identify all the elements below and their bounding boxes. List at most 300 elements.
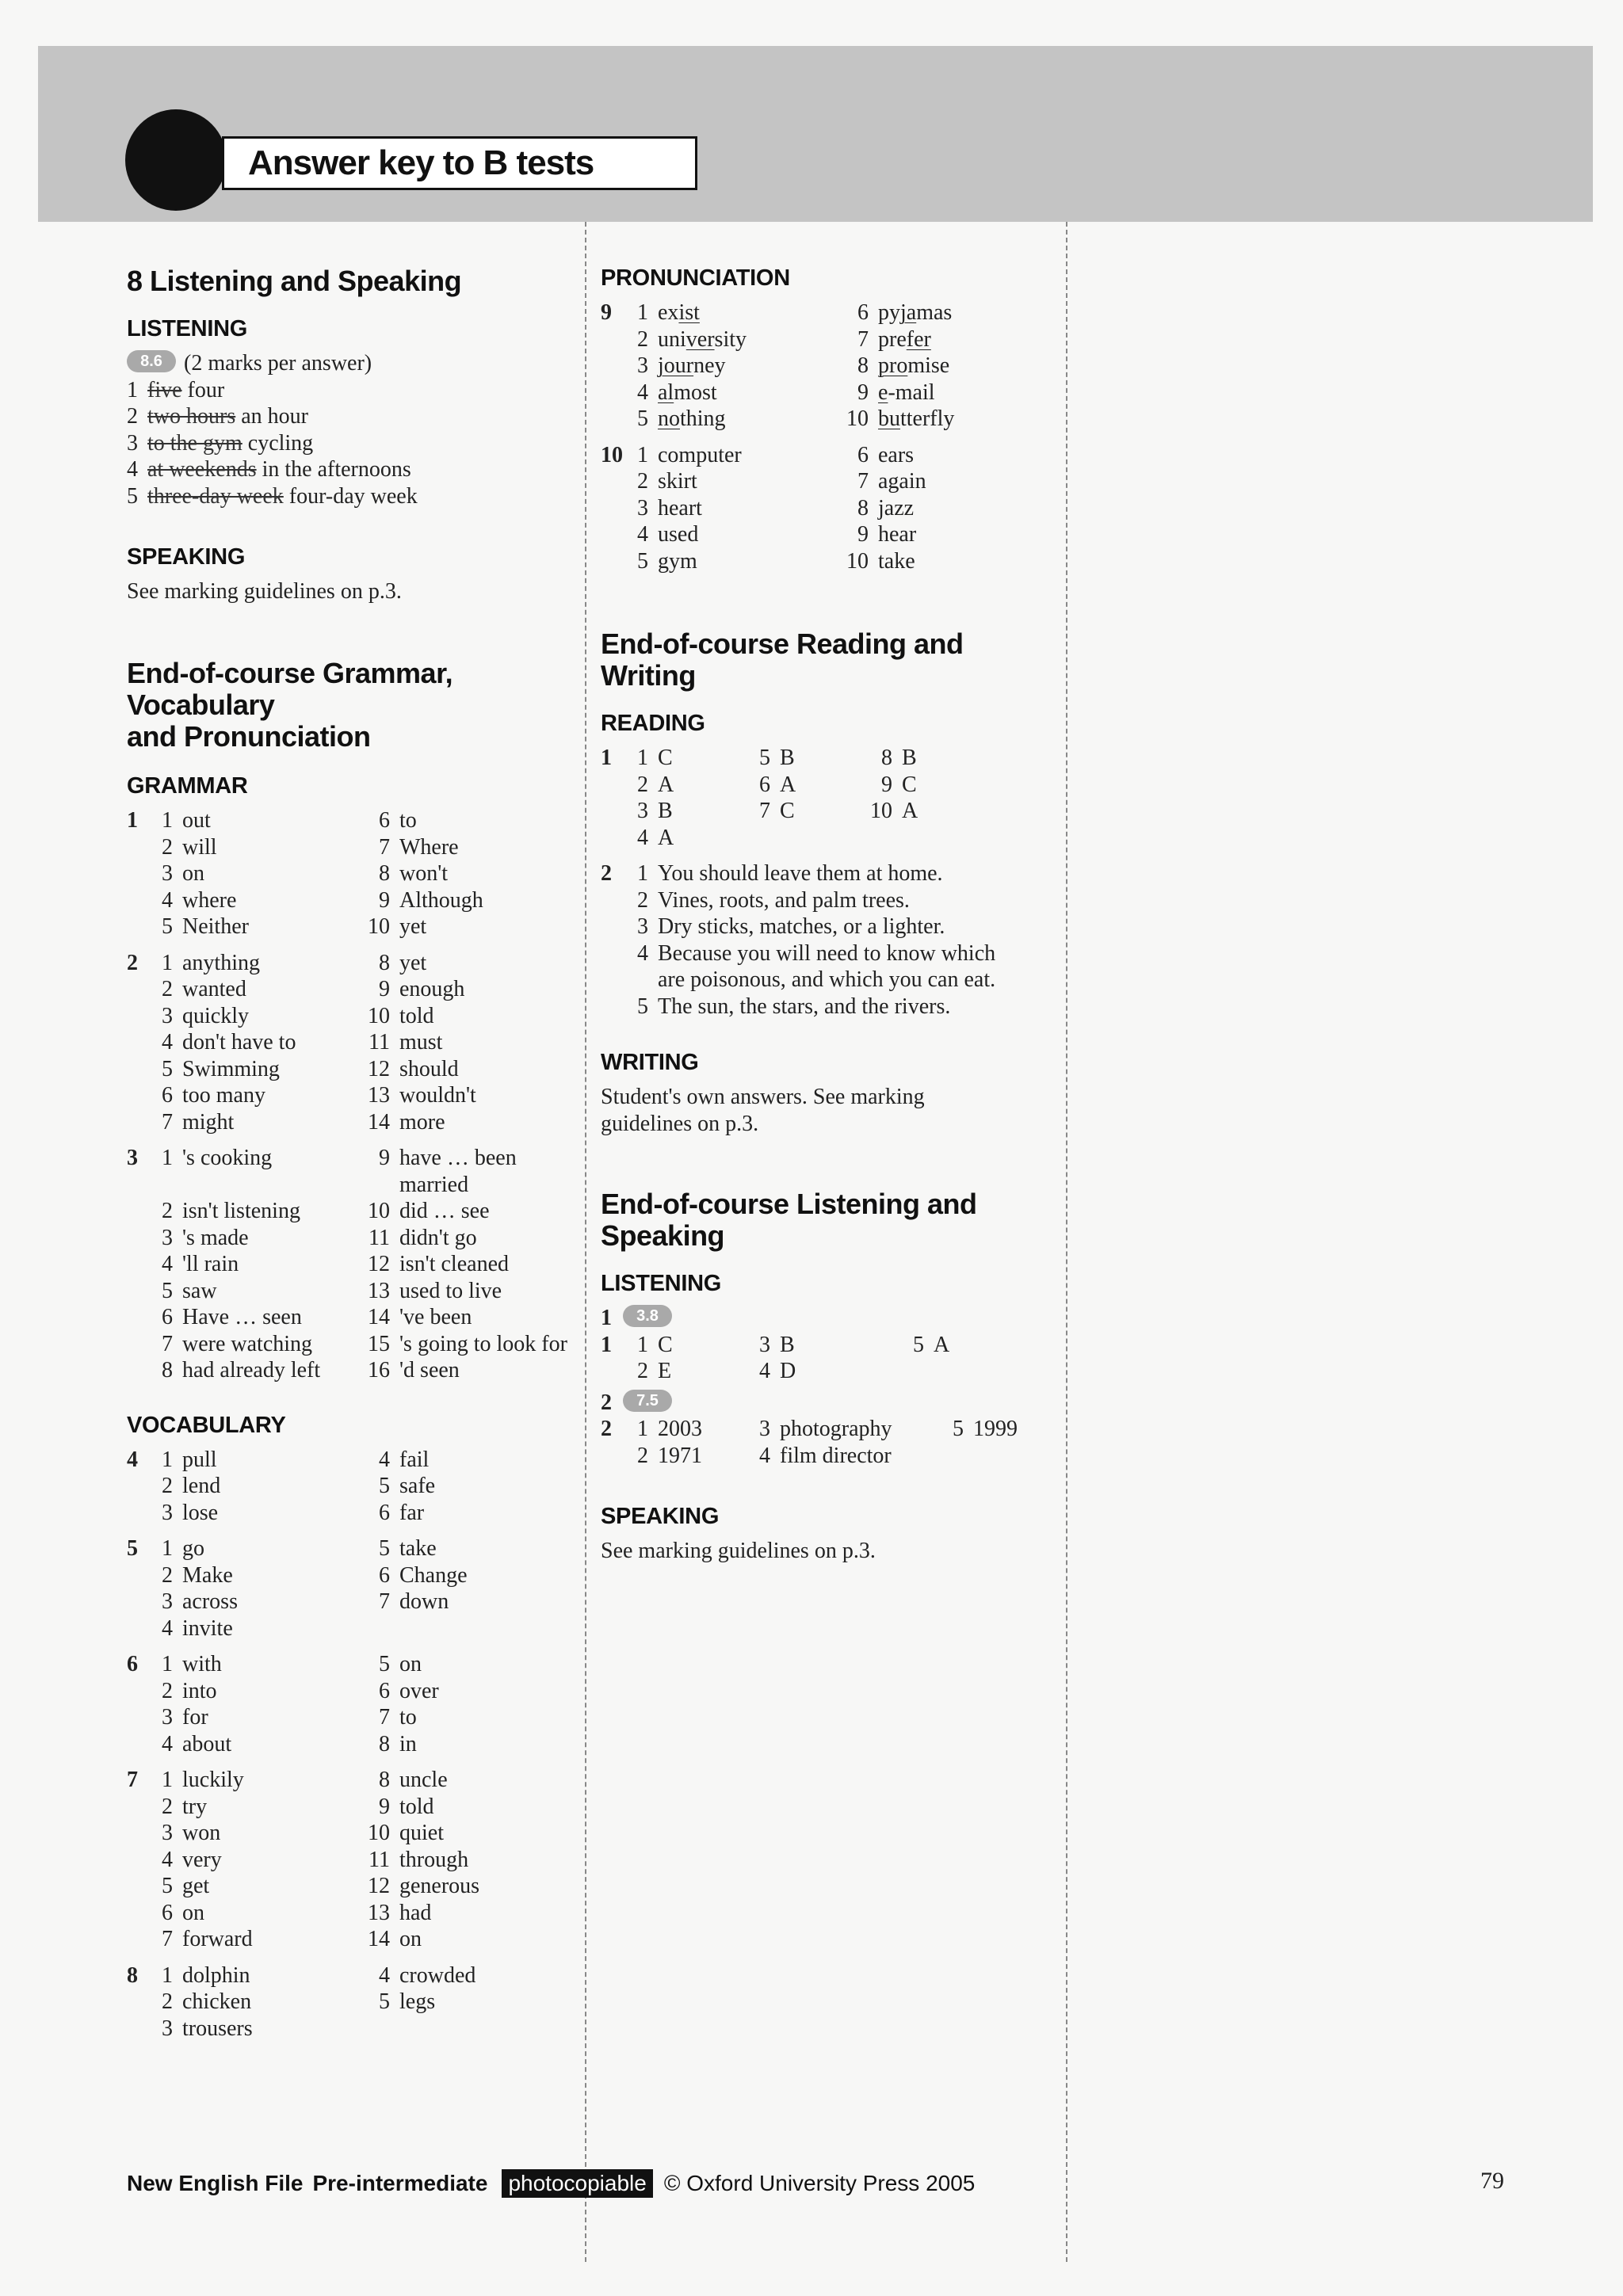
exercise-number — [601, 887, 624, 914]
exercise-number — [127, 1615, 149, 1642]
answer-text: safe — [399, 1474, 436, 1498]
answer-text — [182, 1172, 357, 1199]
item-number: 5 — [379, 1989, 390, 2014]
answer-row — [127, 950, 571, 977]
answer-row — [127, 1198, 571, 1225]
answer-text: take — [878, 548, 915, 574]
eoc-listening-heading: LISTENING — [601, 1271, 721, 1296]
item-number: 4 — [162, 1847, 173, 1872]
answer-text: far — [399, 1500, 425, 1525]
item-number: 1 — [637, 1332, 648, 1357]
item-number: 3 — [127, 430, 138, 456]
answer-row — [127, 1304, 571, 1331]
answer-text: in the afternoons — [262, 457, 411, 482]
answer-row — [601, 798, 1044, 825]
item-number: 4 — [759, 1359, 770, 1383]
writing-text-1: Student's own answers. See marking — [601, 1085, 925, 1109]
answer-row — [127, 1500, 571, 1527]
exercise-number — [601, 1358, 624, 1385]
reading-ex1 — [601, 745, 1044, 851]
item-number: 5 — [127, 483, 138, 509]
section-title-eoc-gvp-2: and Pronunciation — [127, 720, 371, 753]
item-number: 1 — [127, 377, 138, 402]
answer-text: 2003 — [658, 1417, 702, 1441]
answer-text: B — [780, 1332, 795, 1357]
answer-row — [601, 1332, 1044, 1359]
item-number: 1 — [162, 1652, 173, 1676]
answer-text: C — [658, 1332, 673, 1357]
item-number: 12 — [368, 1252, 390, 1276]
item-number: 8 — [857, 353, 869, 378]
answer-row — [127, 1109, 571, 1136]
item-number: 6 — [857, 442, 869, 467]
stressed-syllable: ver — [685, 326, 715, 352]
item-number: 1 — [162, 1146, 173, 1170]
stressed-syllable: ja — [900, 300, 917, 325]
answer-row — [601, 940, 1044, 967]
answer-text: were watching — [182, 1331, 313, 1356]
writing-heading: WRITING — [601, 1050, 699, 1075]
answer-text: A — [780, 772, 796, 797]
exercise-number: 7 — [127, 1768, 138, 1792]
item-number — [149, 1172, 182, 1199]
exercise-number — [127, 1820, 149, 1847]
answer-row — [601, 1358, 1044, 1385]
answer-text: B — [780, 746, 795, 770]
exercise-number — [127, 887, 149, 914]
answer-row — [601, 326, 1044, 353]
answer-text: B — [902, 746, 917, 770]
answer-row — [127, 1615, 571, 1642]
item-number: 2 — [162, 1562, 173, 1588]
answer-row — [127, 1962, 571, 1989]
stress-word — [658, 353, 835, 379]
footer-book: New English File — [127, 2171, 304, 2195]
answer-text: told — [399, 1003, 434, 1028]
spacer — [127, 1135, 571, 1145]
stress-word — [878, 299, 952, 326]
answer-text: 's cooking — [182, 1146, 273, 1170]
answer-text: D — [780, 1359, 796, 1383]
answer-text: cycling — [247, 430, 314, 456]
spacer — [127, 1953, 571, 1962]
answer-text: had — [399, 1900, 432, 1925]
item-number: 16 — [368, 1358, 390, 1383]
stress-word — [658, 299, 835, 326]
item-number: 11 — [369, 1847, 390, 1872]
word-part: tterfly — [900, 406, 955, 431]
item-number: 5 — [379, 1652, 390, 1676]
spacer — [127, 940, 571, 950]
speaking-heading: SPEAKING — [127, 544, 246, 570]
item-number: 1 — [637, 442, 648, 467]
item-number: 6 — [379, 1562, 390, 1588]
answer-row — [601, 299, 1044, 326]
item-number: 3 — [162, 1705, 173, 1730]
answer-text: heart — [658, 495, 702, 521]
answer-text: on — [399, 1927, 422, 1951]
answer-text: hear — [878, 522, 917, 547]
answer-row — [127, 1678, 571, 1705]
spacer — [127, 1757, 571, 1767]
answer-text: A — [902, 799, 918, 823]
section-title-unit8: 8 Listening and Speaking — [127, 265, 462, 297]
item-number — [737, 825, 780, 852]
answer-text: Change — [399, 1562, 468, 1588]
item-number: 8 — [379, 861, 390, 886]
answer-text: about — [182, 1731, 232, 1756]
item-number: 2 — [127, 404, 138, 429]
answer-text: isn't listening — [182, 1199, 300, 1223]
item-number: 9 — [881, 772, 892, 797]
item-number — [357, 1615, 399, 1642]
exercise-number — [601, 379, 624, 406]
answer-text: ears — [878, 442, 915, 467]
word-part: thing — [680, 406, 726, 431]
struck-text: to the gym — [147, 430, 242, 456]
exercise-number — [601, 994, 624, 1020]
item-number: 2 — [162, 1199, 173, 1223]
exercise-number — [127, 1278, 149, 1305]
reading-ex2 — [601, 860, 1044, 1020]
vocabulary-heading: VOCABULARY — [127, 1412, 286, 1438]
eoc-listening-ex2-label: 2 7.5 — [601, 1390, 1044, 1417]
item-number: 9 — [857, 379, 869, 405]
exercise-number — [127, 1731, 149, 1758]
item-number: 14 — [368, 1305, 390, 1329]
item-number — [859, 825, 902, 852]
item-number: 2 — [637, 887, 648, 913]
answer-text: used — [658, 522, 699, 547]
answer-text: married — [399, 1172, 469, 1197]
answer-text: over — [399, 1678, 439, 1703]
listening-track-row — [127, 350, 571, 377]
stressed-syllable: pro — [878, 353, 908, 378]
exercise-number — [127, 1082, 149, 1109]
exercise-number — [601, 1443, 624, 1470]
exercise-number — [127, 1198, 149, 1225]
item-number: 4 — [162, 1030, 173, 1055]
answer-row — [127, 1082, 571, 1109]
answer-text: 's going to look for — [399, 1331, 567, 1356]
listening-heading: LISTENING — [127, 316, 247, 341]
answer-row — [127, 913, 571, 940]
writing-text-2: guidelines on p.3. — [601, 1112, 759, 1136]
exercise-number — [127, 976, 149, 1003]
section-title-eoc-rw: End-of-course Reading and Writing — [601, 627, 964, 692]
answer-text: Have … seen — [182, 1305, 302, 1329]
answer-row — [127, 1029, 571, 1056]
item-number: 3 — [759, 1417, 770, 1441]
stressed-syllable: ist — [678, 300, 700, 325]
answer-text: take — [399, 1536, 437, 1561]
photocopiable-label: photocopiable — [502, 2169, 652, 2198]
exercise-number — [127, 913, 149, 940]
answer-text: too many — [182, 1083, 265, 1108]
item-number: 4 — [637, 940, 648, 966]
answer-text: Dry sticks, matches, or a lighter. — [658, 914, 945, 939]
answer-text: won — [182, 1821, 221, 1845]
answer-text: Vines, roots, and palm trees. — [658, 887, 910, 913]
answer-text: computer — [658, 442, 742, 467]
eoc-listening-ex1-label: 1 3.8 — [601, 1305, 1044, 1332]
answer-row — [127, 1357, 571, 1384]
answer-text — [780, 825, 859, 852]
item-number: 3 — [162, 2016, 173, 2041]
item-number: 4 — [637, 825, 648, 850]
exercise-number: 10 — [601, 442, 623, 467]
answer-text — [973, 1443, 1037, 1470]
answer-text: in — [399, 1731, 417, 1756]
item-number: 10 — [870, 799, 892, 823]
item-number: 1 — [162, 1447, 173, 1472]
answer-text: through — [399, 1847, 469, 1872]
item-number: 12 — [368, 1056, 390, 1081]
answer-row — [601, 442, 1044, 469]
answer-text: enough — [399, 977, 465, 1001]
answer-text: lend — [182, 1474, 221, 1498]
exercise-number — [127, 1225, 149, 1252]
struck-text: three-day week — [147, 483, 284, 509]
answer-text: to — [399, 808, 417, 833]
grammar-heading: GRAMMAR — [127, 773, 248, 799]
answer-text: must — [399, 1030, 443, 1055]
answer-text: You should leave them at home. — [658, 861, 943, 886]
answer-text: with — [182, 1652, 222, 1676]
answer-text: skirt — [658, 469, 697, 494]
answer-text: anything — [182, 950, 260, 975]
footer — [127, 2169, 975, 2198]
answer-text: try — [182, 1794, 208, 1819]
stressed-syllable: e — [878, 379, 888, 405]
answer-text: an hour — [241, 404, 308, 429]
item-number: 4 — [127, 457, 138, 482]
answer-row — [127, 1251, 571, 1278]
item-number: 5 — [162, 1874, 173, 1898]
word-part: sity — [714, 326, 747, 352]
answer-row — [127, 1225, 571, 1252]
answer-row — [601, 825, 1044, 852]
item-number: 3 — [637, 799, 648, 823]
answer-text: don't have to — [182, 1030, 296, 1055]
answer-text: on — [399, 1652, 422, 1676]
answer-text: saw — [182, 1278, 217, 1303]
exercise-number — [601, 495, 624, 522]
answer-text: gym — [658, 548, 697, 574]
word-part: py — [878, 300, 900, 325]
answer-text: film director — [780, 1443, 892, 1468]
item-number: 4 — [379, 1962, 390, 1988]
item-number: 8 — [379, 1768, 390, 1792]
answer-text: luckily — [182, 1768, 244, 1792]
exercise-number — [127, 1562, 149, 1589]
answer-row — [601, 468, 1044, 495]
left-column — [127, 265, 571, 2042]
item-number: 3 — [637, 914, 648, 939]
answer-row — [601, 887, 1044, 914]
footer-level: Pre-intermediate — [312, 2171, 488, 2195]
item-number: 5 — [162, 914, 173, 939]
answer-row — [127, 834, 571, 861]
item-number: 2 — [637, 1359, 648, 1383]
answer-text: should — [399, 1056, 459, 1081]
item-number — [357, 1172, 399, 1199]
answer-text: C — [658, 746, 673, 770]
answer-row — [601, 994, 1044, 1020]
item-number: 5 — [162, 1278, 173, 1303]
item-number: 3 — [162, 1500, 173, 1525]
answer-row — [601, 913, 1044, 940]
item-number — [930, 1443, 973, 1470]
answer-text: isn't cleaned — [399, 1252, 509, 1276]
item-number: 4 — [637, 379, 648, 405]
answer-row — [127, 1535, 571, 1562]
item-number: 3 — [162, 1225, 173, 1250]
answer-row — [127, 1704, 571, 1731]
answer-text: wanted — [182, 977, 246, 1001]
item-number: 8 — [379, 1731, 390, 1756]
stress-word — [878, 406, 954, 433]
answer-text: photography — [780, 1417, 892, 1441]
answer-row — [601, 353, 1044, 379]
item-number: 4 — [379, 1447, 390, 1472]
exercise-number — [127, 2016, 149, 2042]
exercise-number — [601, 798, 624, 825]
answer-text: Although — [399, 887, 483, 913]
answer-text: generous — [399, 1874, 480, 1898]
exercise-number — [127, 1003, 149, 1030]
answer-row — [127, 1731, 571, 1758]
answer-row — [601, 745, 1044, 772]
answer-text: might — [182, 1109, 235, 1135]
exercise-number — [601, 326, 624, 353]
item-number: 9 — [379, 887, 390, 913]
exercise-number — [127, 1678, 149, 1705]
answer-text: very — [182, 1847, 222, 1872]
list-item — [127, 377, 571, 404]
item-number: 7 — [162, 1927, 173, 1951]
answer-text: 1971 — [658, 1443, 702, 1468]
answer-text: used to live — [399, 1278, 502, 1303]
stressed-syllable: bu — [878, 406, 900, 431]
list-item — [127, 430, 571, 457]
item-number: 9 — [379, 1146, 390, 1170]
answer-row — [127, 1331, 571, 1358]
item-number: 8 — [379, 950, 390, 975]
item-number: 4 — [637, 522, 648, 547]
item-number: 10 — [846, 406, 869, 431]
answer-row — [127, 1562, 571, 1589]
item-number: 5 — [162, 1056, 173, 1081]
item-number: 1 — [162, 1768, 173, 1792]
vocabulary-answers — [127, 1447, 571, 2042]
marks-note: (2 marks per answer) — [184, 351, 372, 376]
exercise-number — [127, 1251, 149, 1278]
answer-text: forward — [182, 1927, 253, 1951]
answer-row — [601, 548, 1044, 575]
item-number: 5 — [759, 746, 770, 770]
item-number: 12 — [368, 1874, 390, 1898]
item-number: 11 — [369, 1030, 390, 1055]
exercise-number — [601, 521, 624, 548]
answer-row — [127, 1651, 571, 1678]
item-number: 5 — [379, 1474, 390, 1498]
item-number: 7 — [379, 834, 390, 860]
answer-row — [127, 1989, 571, 2016]
answer-text: across — [182, 1589, 238, 1614]
item-number: 6 — [857, 300, 869, 325]
item-number: 10 — [368, 1821, 390, 1845]
answer-text: jazz — [878, 495, 915, 521]
word-part: ney — [693, 353, 726, 378]
item-number: 3 — [759, 1332, 770, 1357]
exercise-number — [127, 1704, 149, 1731]
item-number: 6 — [379, 1500, 390, 1525]
item-number: 5 — [379, 1536, 390, 1561]
exercise-number: 9 — [601, 300, 612, 325]
column-divider-right — [1066, 222, 1067, 2262]
list-item — [127, 483, 571, 510]
answer-text: get — [182, 1874, 210, 1898]
exercise-number — [127, 1331, 149, 1358]
item-number: 1 — [637, 861, 648, 886]
answer-text: A — [658, 825, 674, 850]
answer-text: again — [878, 469, 926, 494]
item-number: 6 — [162, 1305, 173, 1329]
struck-text: five — [147, 377, 182, 402]
answer-text: into — [182, 1678, 217, 1703]
exercise-number — [127, 1989, 149, 2016]
item-number: 3 — [162, 1589, 173, 1614]
stress-word — [878, 353, 949, 379]
answer-text: 've been — [399, 1305, 472, 1329]
answer-text: 'd seen — [399, 1358, 460, 1383]
item-number: 2 — [162, 1474, 173, 1498]
answer-text: E — [658, 1359, 672, 1383]
item-number — [624, 967, 658, 994]
answer-text: didn't go — [399, 1225, 477, 1250]
item-number: 5 — [913, 1332, 924, 1357]
spacer — [127, 1642, 571, 1651]
answer-text: pull — [182, 1447, 217, 1472]
item-number: 4 — [162, 1252, 173, 1276]
item-number: 5 — [637, 994, 648, 1019]
exercise-number — [601, 772, 624, 799]
item-number: 10 — [368, 914, 390, 939]
item-number: 2 — [637, 1443, 648, 1468]
section-title-eoc-gvp-1: End-of-course Grammar, Vocabulary — [127, 657, 453, 721]
exercise-number: 2 — [601, 861, 612, 886]
word-part: mas — [916, 300, 953, 325]
exercise-number: 8 — [127, 1962, 138, 1988]
item-number: 10 — [846, 548, 869, 574]
exercise-number: 2 — [127, 950, 138, 975]
item-number: 2 — [637, 326, 648, 352]
item-number: 9 — [857, 522, 869, 547]
exercise-number: 1 — [127, 808, 138, 833]
item-number: 2 — [162, 977, 173, 1001]
answer-row — [127, 1589, 571, 1615]
exercise-number — [127, 1500, 149, 1527]
answer-text: told — [399, 1794, 434, 1819]
eoc-speaking-heading: SPEAKING — [601, 1504, 720, 1529]
pronunciation-heading: PRONUNCIATION — [601, 265, 790, 291]
right-column — [601, 265, 1044, 1565]
item-number: 4 — [162, 1731, 173, 1756]
answer-row — [127, 807, 571, 834]
answer-row — [127, 1767, 571, 1794]
answer-row — [601, 406, 1044, 433]
